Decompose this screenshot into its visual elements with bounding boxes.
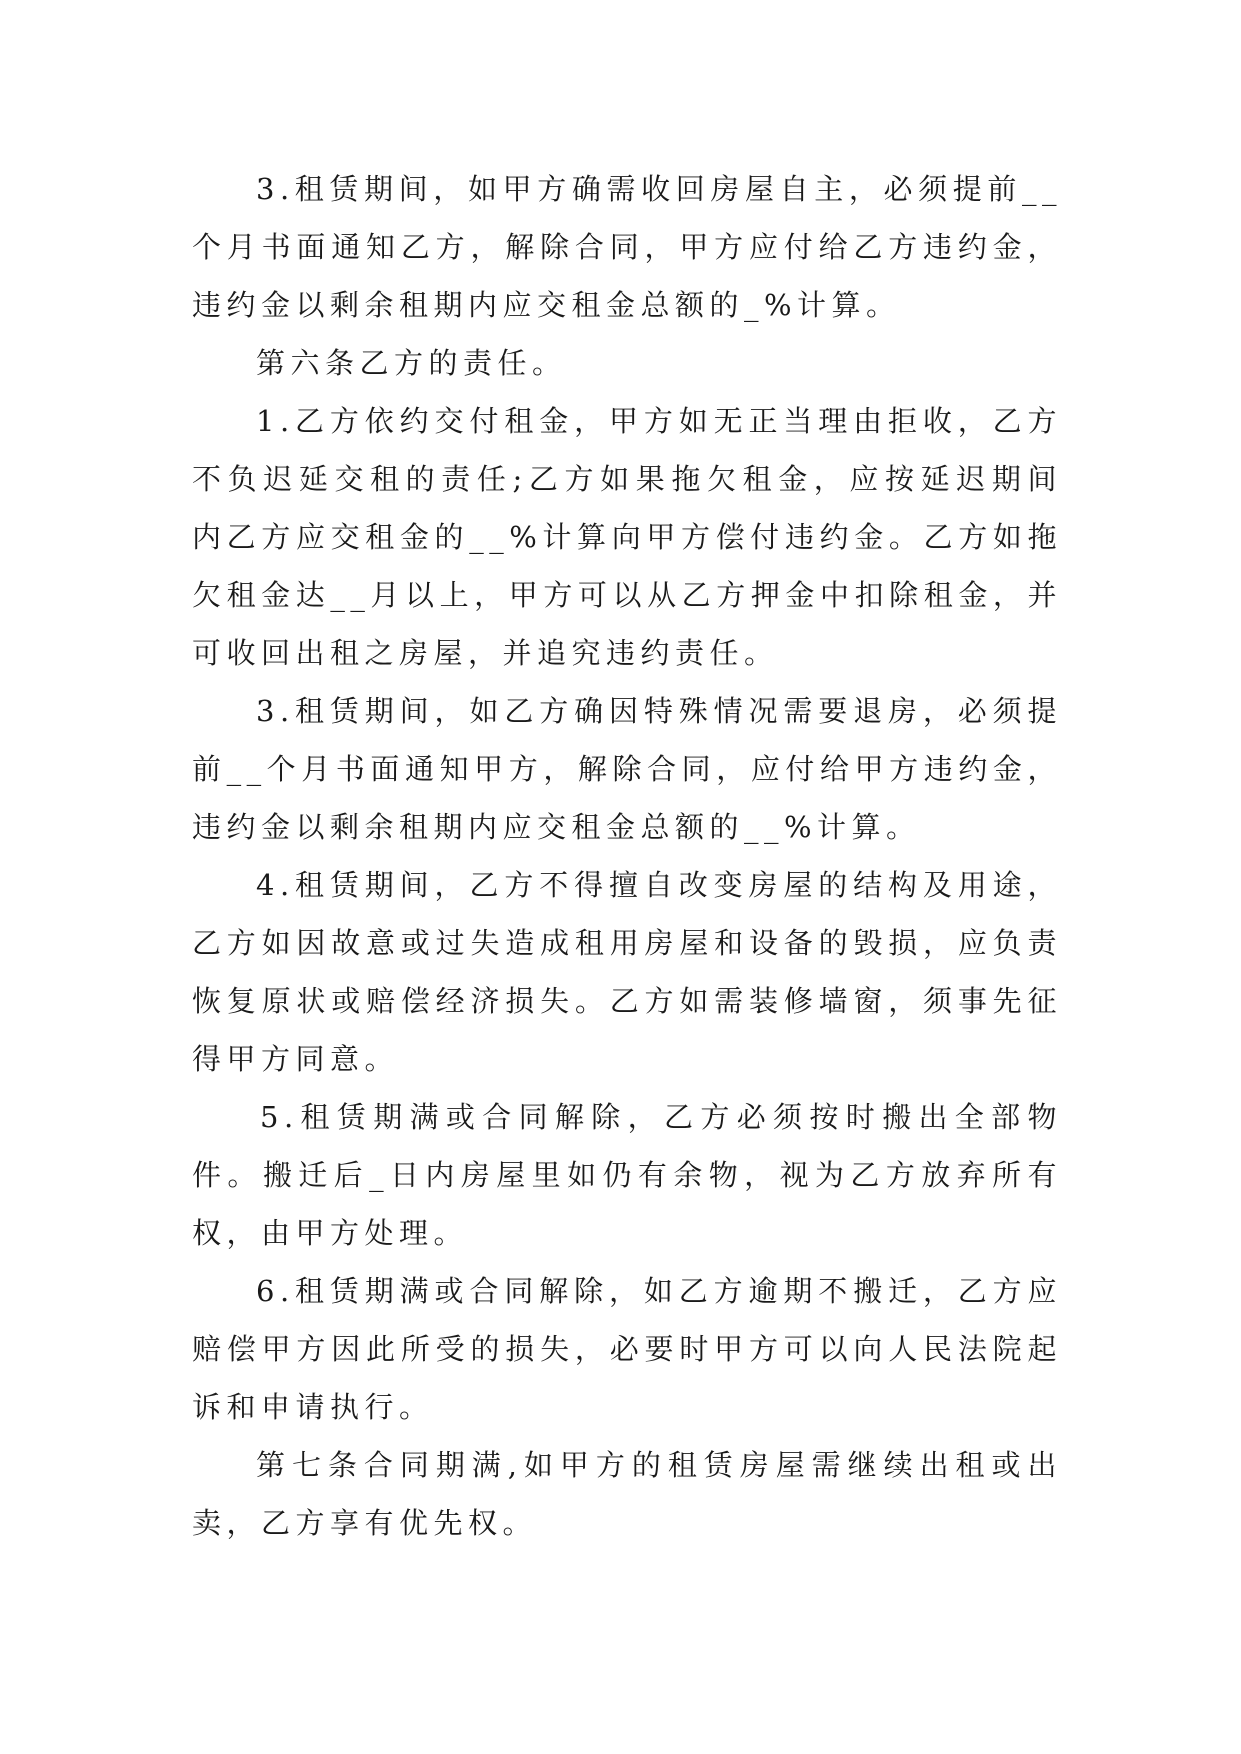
- article-7-priority-right: 第七条合同期满,如甲方的租赁房屋需继续出租或出卖，乙方享有优先权。: [192, 1448, 1062, 1540]
- clause-1-rent-payment: 1.乙方依约交付租金，甲方如无正当理由拒收，乙方不负迟延交租的责任;乙方如果拖欠租金，应按延迟期间内乙方应交租金的__%计算向甲方偿付违约金。乙方如拖欠租金达__月以上，甲方可以从乙方押金中扣除租金，并可收回出租之房屋，并追究违约责任。: [192, 404, 1062, 670]
- clause-4-structure-and-use: 4.租赁期间，乙方不得擅自改变房屋的结构及用途，乙方如因故意或过失造成租用房屋和设备的毁损，应负责恢复原状或赔偿经济损失。乙方如需装修墙窗，须事先征得甲方同意。: [192, 868, 1062, 1076]
- document-page: [192, 160, 1062, 1552]
- clause-3-tenant-early-termination: 3.租赁期间，如乙方确因特殊情况需要退房，必须提前__个月书面通知甲方，解除合同，应付给甲方违约金，违约金以剩余租期内应交租金总额的__%计算。: [192, 694, 1062, 844]
- article-6-heading: 第六条乙方的责任。: [256, 346, 567, 380]
- clause-5-moving-out: 5.租赁期满或合同解除，乙方必须按时搬出全部物件。搬迁后_日内房屋里如仍有余物，视为乙方放弃所有权，由甲方处理。: [192, 1100, 1062, 1250]
- clause-3-landlord-early-termination: 3.租赁期间，如甲方确需收回房屋自主，必须提前__个月书面通知乙方，解除合同，甲方应付给乙方违约金，违约金以剩余租期内应交租金总额的_%计算。: [192, 172, 1062, 322]
- clause-6-overdue-moving: 6.租赁期满或合同解除，如乙方逾期不搬迁，乙方应赔偿甲方因此所受的损失，必要时甲方可以向人民法院起诉和申请执行。: [192, 1274, 1062, 1424]
